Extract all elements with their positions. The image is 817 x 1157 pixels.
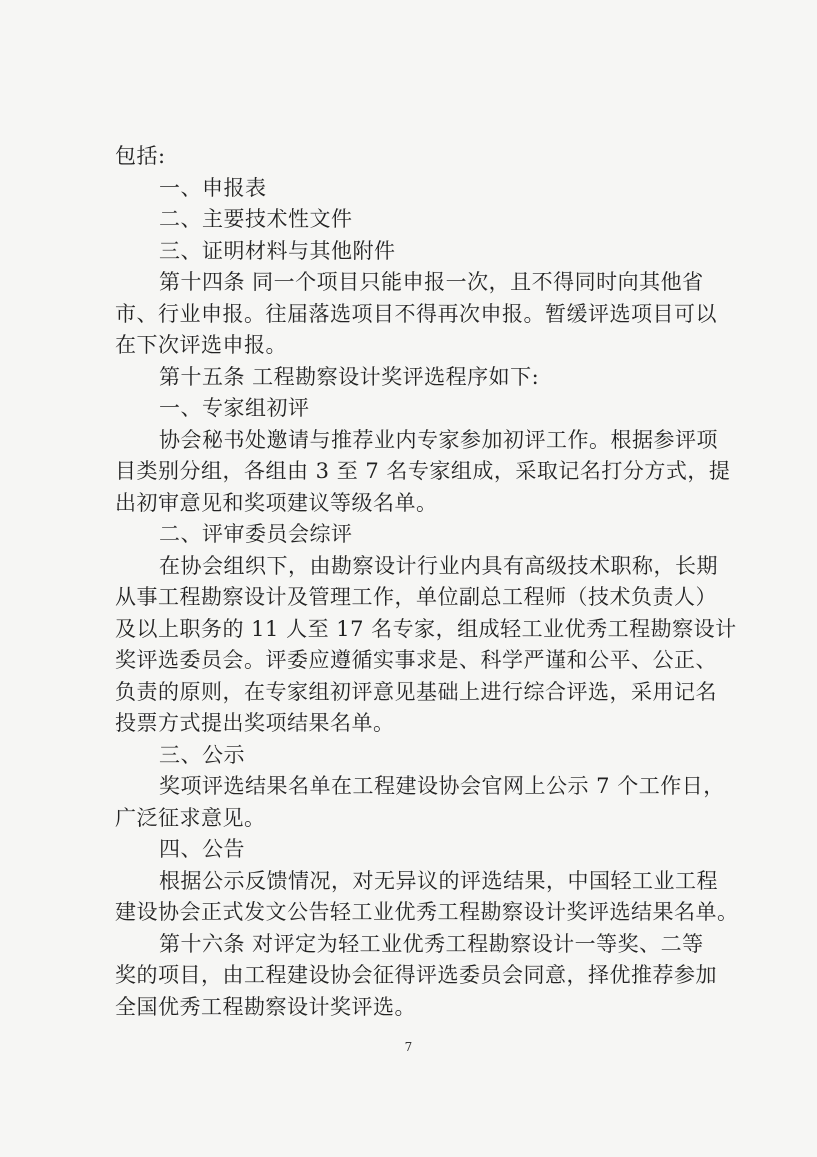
text-line: 从事工程勘察设计及管理工作，单位副总工程师（技术负责人）: [115, 585, 717, 609]
text-line: 目类别分组，各组由 3 至 7 名专家组成，采取记名打分方式，提: [115, 459, 731, 483]
text-line: 建设协会正式发文公告轻工业优秀工程勘察设计奖评选结果名单。: [115, 900, 739, 924]
list-item: 二、主要技术性文件: [159, 207, 353, 231]
text-line: 投票方式提出奖项结果名单。: [115, 711, 395, 735]
list-item: 三、证明材料与其他附件: [159, 238, 396, 263]
text-line: 奖评选委员会。评委应遵循实事求是、科学严谨和公平、公正、: [115, 648, 717, 672]
page-number: 7: [404, 1040, 413, 1054]
article-16: 第十六条 对评定为轻工业优秀工程勘察设计一等奖、二等: [159, 931, 704, 956]
article-14: 第十四条 同一个项目只能申报一次，且不得同时向其他省: [159, 270, 704, 294]
text-line: 奖的项目，由工程建设协会征得评选委员会同意，择优推荐参加: [115, 963, 717, 987]
text-line: 广泛征求意见。: [115, 805, 266, 830]
list-item: 一、申报表: [159, 175, 267, 200]
section-heading: 四、公告: [159, 837, 245, 861]
section-heading: 三、公示: [159, 742, 245, 767]
article-15: 第十五条 工程勘察设计奖评选程序如下:: [159, 364, 540, 389]
document-body: [115, 141, 745, 1023]
text-line: 根据公示反馈情况，对无异议的评选结果，中国轻工业工程: [159, 868, 718, 893]
section-heading: 二、评审委员会综评: [159, 522, 353, 546]
text-line: 市、行业申报。往届落选项目不得再次申报。暂缓评选项目可以: [115, 301, 717, 326]
text-line: 包括:: [115, 144, 166, 168]
text-line: 在协会组织下，由勘察设计行业内具有高级技术职称，长期: [159, 553, 718, 578]
text-line: 负责的原则，在专家组初评意见基础上进行综合评选，采用记名: [115, 679, 717, 704]
text-line: 及以上职务的 11 人至 17 名专家，组成轻工业优秀工程勘察设计: [115, 616, 737, 641]
text-line: 协会秘书处邀请与推荐业内专家参加初评工作。根据参评项: [159, 427, 718, 452]
text-line: 全国优秀工程勘察设计奖评选。: [115, 994, 416, 1019]
section-heading: 一、专家组初评: [159, 396, 310, 420]
text-line: 奖项评选结果名单在工程建设协会官网上公示 7 个工作日，: [159, 774, 725, 798]
text-line: 在下次评选申报。: [115, 333, 287, 357]
text-line: 出初审意见和奖项建议等级名单。: [115, 490, 438, 515]
